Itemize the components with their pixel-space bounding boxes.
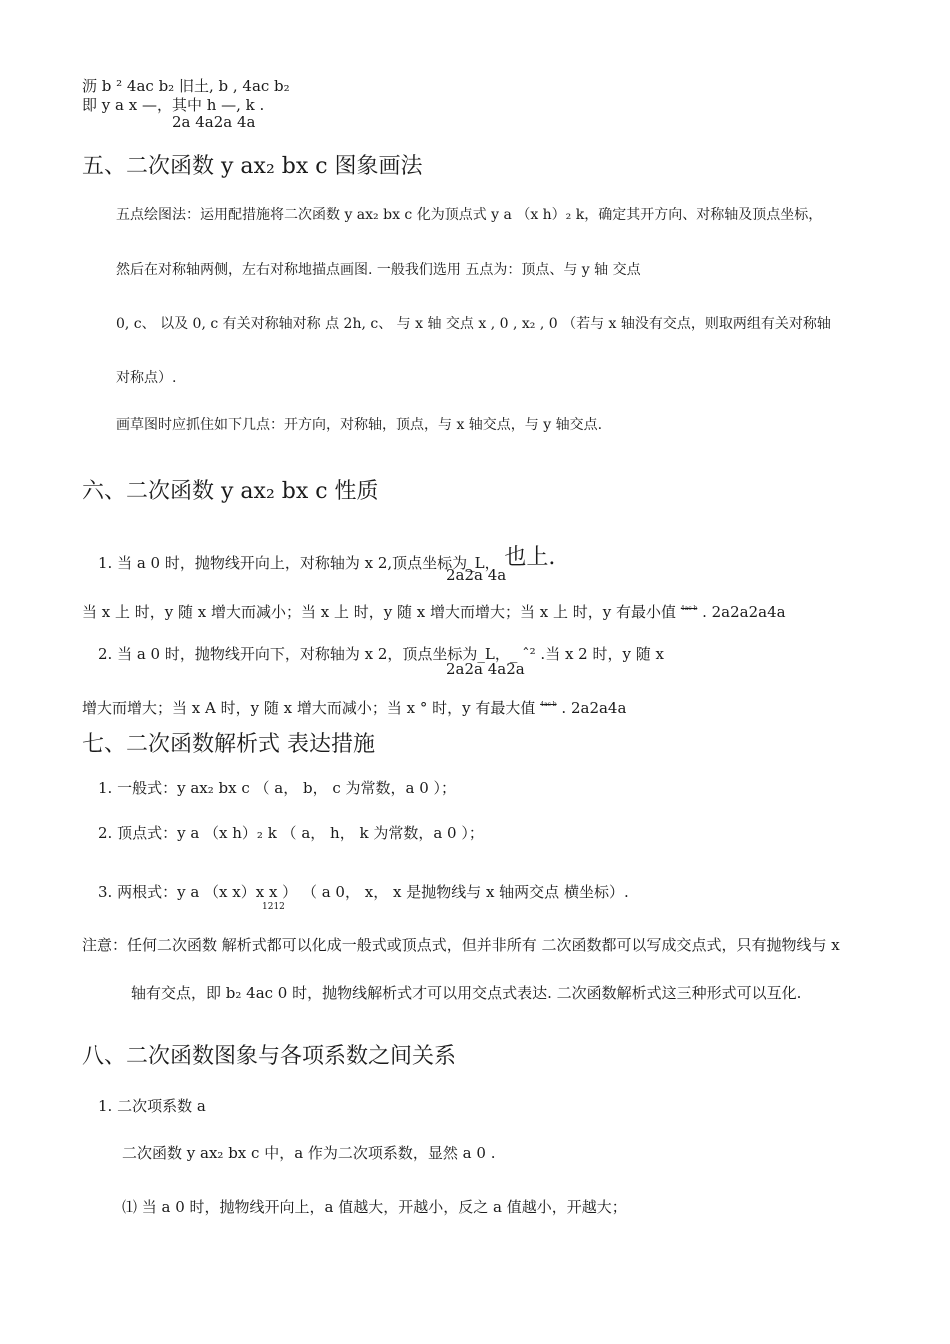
- s6-item-1-continuation: [82, 605, 786, 620]
- s6-item-1-sub: 2a2a 4a: [446, 566, 507, 584]
- s6-item-1-cont-text: 当 x 上 时，y 随 x 增大而减小；当 x 上 时，y 随 x 增大而增大；当 x 上 时，y 有最小值: [82, 603, 677, 621]
- s6-item-2-cont-end: . 2a2a4a: [561, 699, 627, 717]
- s6-item-2-tiny: 4ac b: [540, 701, 557, 708]
- s5-paragraph-4: 对称点）.: [116, 370, 177, 386]
- s8-paragraph-1: 二次函数 y ax₂ bx c 中，a 作为二次项系数，显然 a 0 .: [122, 1144, 496, 1162]
- formula-line-3: 2a 4a2a 4a: [172, 113, 256, 131]
- s7-item-2: 2. 顶点式：y a （x h）₂ k （ a， h， k 为常数，a 0 ）；: [98, 824, 484, 842]
- formula-line-2: 即 y a x —，其中 h —, k .: [82, 96, 265, 114]
- s7-item-3: 3. 两根式：y a （x x）x x ） （ a 0， x， x 是抛物线与 x 轴两交点 横坐标）.: [98, 883, 629, 901]
- s7-note-line-1: 注意：任何二次函数 解析式都可以化成一般式或顶点式，但并非所有 二次函数都可以写成交点式，只有抛物线与 x: [82, 936, 840, 954]
- s7-note-line-2: 轴有交点，即 b₂ 4ac 0 时，抛物线解析式才可以用交点式表达. 二次函数解析式这三种形式可以互化.: [131, 984, 802, 1002]
- formula-line-1: 沥 b ² 4ac b₂ 旧土, b , 4ac b₂: [82, 77, 290, 95]
- s6-item-2-cont-text: 增大而增大；当 x A 时，y 随 x 增大而减小；当 x ° 时，y 有最大值: [82, 699, 536, 717]
- s6-item-2: 2. 当 a 0 时，抛物线开向下，对称轴为 x 2，顶点坐标为_L，_ ˆ² .当 x 2 时，y 随 x: [98, 645, 664, 663]
- s5-paragraph-2: 然后在对称轴两侧，左右对称地描点画图. 一般我们选用 五点为：顶点、与 y 轴 交点: [116, 262, 641, 278]
- section-8-heading: 八、二次函数图象与各项系数之间关系: [82, 1044, 457, 1069]
- s6-item-1-cont-end: . 2a2a2a4a: [702, 603, 786, 621]
- s7-item-3-sub: 1212: [262, 902, 285, 912]
- s7-item-1: 1. 一般式：y ax₂ bx c （ a， b， c 为常数，a 0 ）；: [98, 779, 457, 797]
- s6-item-2-continuation: [82, 701, 626, 716]
- s5-paragraph-1: 五点绘图法：运用配措施将二次函数 y ax₂ bx c 化为顶点式 y a （x h）₂ k，确定其开方向、对称轴及顶点坐标，: [116, 207, 823, 223]
- section-7-heading: 七、二次函数解析式 表达措施: [82, 732, 375, 757]
- s5-paragraph-5: 画草图时应抓住如下几点：开方向，对称轴，顶点，与 x 轴交点，与 y 轴交点.: [116, 417, 603, 433]
- s6-item-1-text: 1. 当 a 0 时，抛物线开向上，对称轴为 x 2,顶点坐标为_L，: [98, 554, 500, 572]
- s6-item-1-tiny: 4ac b: [680, 605, 698, 612]
- s8-item-1: 1. 二次项系数 a: [98, 1097, 206, 1115]
- section-6-heading: 六、二次函数 y ax₂ bx c 性质: [82, 479, 379, 504]
- s5-paragraph-3: 0, c、 以及 0, c 有关对称轴对称 点 2h, c、 与 x 轴 交点 x , 0 , x₂ , 0 （若与 x 轴没有交点，则取两组有关对称轴: [116, 316, 831, 332]
- s6-item-2-sub: 2a2a 4a2a: [446, 660, 525, 678]
- s6-item-1-big: 也上.: [504, 545, 556, 570]
- s8-paragraph-2: ⑴ 当 a 0 时，抛物线开向上，a 值越大，开越小，反之 a 值越小，开越大；: [122, 1198, 627, 1216]
- section-5-heading: 五、二次函数 y ax₂ bx c 图象画法: [82, 154, 423, 179]
